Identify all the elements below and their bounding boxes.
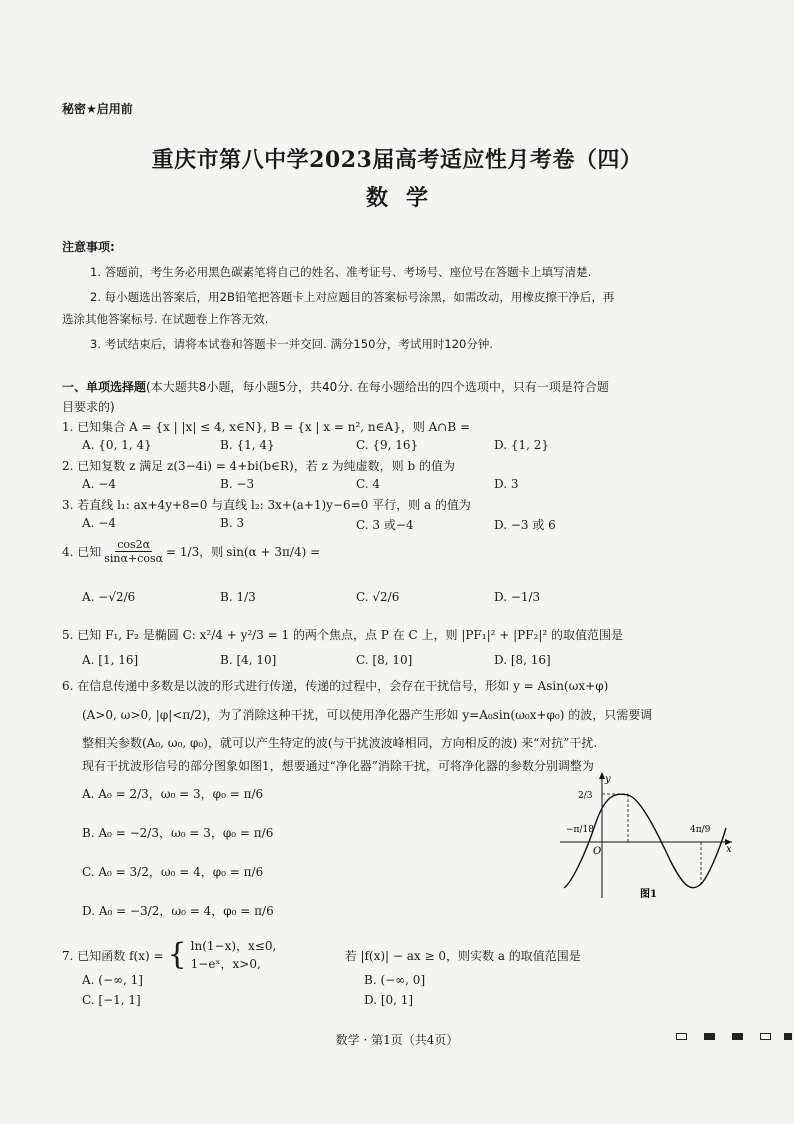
q7-piecewise [191,937,341,973]
q4-option-a[interactable]: A. −√2/6 [82,590,136,604]
notice-item-1: 1. 答题前，考生务必用黑色碳素笔将自己的姓名、准考证号、考场号、座位号在答题卡上填写清楚. [90,265,592,279]
q4-option-c[interactable]: C. √2/6 [356,590,400,604]
notice-item-2-cont: 选涂其他答案标号. 在试题卷上作答无效. [62,312,269,326]
q6-option-a[interactable]: A. A₀ = 2/3，ω₀ = 3，φ₀ = π/6 [82,787,264,801]
notice-heading: 注意事项: [62,240,115,254]
q3-option-a[interactable]: A. −4 [82,516,116,530]
section-desc-cont: 目要求的) [62,400,115,414]
q3-option-c[interactable]: C. 3 或−4 [356,518,414,532]
question-2-stem: 2. 已知复数 z 满足 z(3−4i) = 4+bi(b∈R)，若 z 为纯虚数，则 b 的值为 [62,459,455,473]
section-desc: (本大题共8小题，每小题5分，共40分. 在每小题给出的四个选项中，只有一项是符合题 [146,380,609,394]
q4-stem-pre: 4. 已知 [62,545,102,559]
question-7-stem [62,937,581,973]
q7-case-2: 1−eˣ，x>0, [190,957,261,971]
y-tick-label: 2/3 [578,791,593,801]
q2-option-c[interactable]: C. 4 [356,477,381,491]
question-6-line-4: 现有干扰波形信号的部分图象如图1，想要通过“净化器”消除干扰，可将净化器的参数分别调整为 [82,759,594,773]
q7-option-b[interactable]: B. (−∞, 0] [364,973,426,987]
scan-marker-4 [760,1033,771,1040]
q3-option-d[interactable]: D. −3 或 6 [494,518,556,532]
q4-stem-end: sin(α + 3π/4) = [226,544,321,559]
wave-curve [564,794,726,888]
q1-option-a[interactable]: A. {0, 1, 4} [82,438,152,452]
x-tick-left-label: −π/18 [566,825,594,835]
question-6-line-3: 整相关参数(A₀, ω₀, φ₀)，就可以产生特定的波(与干扰波波峰相同，方向相反的波) 来“对抗”干扰. [82,736,598,750]
q4-stem-mid: = 1/3，则 [166,545,224,559]
q6-option-c[interactable]: C. A₀ = 3/2，ω₀ = 4，φ₀ = π/6 [82,865,264,879]
brace-icon: { [167,937,187,972]
question-6-line-2: (A>0, ω>0, |φ|<π/2)，为了消除这种干扰，可以使用净化器产生形如 y=A₀sin(ω₀x+φ₀) 的波，只需要调 [82,708,653,722]
scan-marker-2 [704,1033,715,1040]
question-4-stem [62,538,320,565]
q2-option-a[interactable]: A. −4 [82,477,116,491]
exam-subject: 数学 [365,185,446,211]
q1-option-c[interactable]: C. {9, 16} [356,438,419,452]
q5-option-d[interactable]: D. [8, 16] [494,653,551,667]
q4-option-b[interactable]: B. 1/3 [220,590,256,604]
y-axis-label: y [605,774,611,785]
scan-marker-3 [732,1033,743,1040]
q7-stem-pre: 7. 已知函数 f(x) = [62,948,164,963]
question-1-stem: 1. 已知集合 A = {x | |x| ≤ 4, x∈N}, B = {x | x = n², n∈A}，则 A∩B = [62,420,471,434]
q7-case-1: ln(1−x)，x≤0, [190,939,277,953]
section-header [62,378,609,395]
notice-item-3: 3. 考试结束后，请将本试卷和答题卡一并交回. 满分150分，考试用时120分钟. [90,337,493,351]
origin-label: O [593,846,602,857]
figure-caption: 图1 [640,889,657,900]
q4-option-d[interactable]: D. −1/3 [494,590,541,604]
q7-stem-end: 若 |f(x)| − ax ≥ 0，则实数 a 的取值范围是 [344,948,581,963]
q5-option-a[interactable]: A. [1, 16] [82,653,139,667]
q1-option-b[interactable]: B. {1, 4} [220,438,275,452]
question-5-stem: 5. 已知 F₁, F₂ 是椭圆 C: x²/4 + y²/3 = 1 的两个焦点，点 P 在 C 上，则 |PF₁|² + |PF₂|² 的取值范围是 [62,628,624,642]
q4-denominator: sinα+cosα [104,552,164,565]
q7-option-d[interactable]: D. [0, 1] [364,993,414,1007]
x-tick-right-label: 4π/9 [690,825,711,835]
q7-option-c[interactable]: C. [−1, 1] [82,993,141,1007]
q1-option-d[interactable]: D. {1, 2} [494,438,549,452]
q6-option-d[interactable]: D. A₀ = −3/2，ω₀ = 4，φ₀ = π/6 [82,904,274,918]
scan-marker-1 [676,1033,687,1040]
q3-option-b[interactable]: B. 3 [220,516,245,530]
section-title: 一、单项选择题 [62,380,147,394]
confidential-label: 秘密★启用前 [62,102,133,116]
q6-option-b[interactable]: B. A₀ = −2/3，ω₀ = 3，φ₀ = π/6 [82,826,274,840]
q5-option-c[interactable]: C. [8, 10] [356,653,413,667]
page-footer: 数学 · 第1页（共4页） [335,1033,459,1047]
q4-numerator: cos2α [117,538,151,551]
q2-option-b[interactable]: B. −3 [220,477,255,491]
scan-marker-5 [784,1033,792,1040]
figure-1 [560,770,760,900]
q2-option-d[interactable]: D. 3 [494,477,519,491]
notice-item-2: 2. 每小题选出答案后，用2B铅笔把答题卡上对应题目的答案标号涂黑，如需改动，用橡皮擦干净后，再 [90,290,615,304]
question-3-stem: 3. 若直线 l₁: ax+4y+8=0 与直线 l₂: 3x+(a+1)y−6=0 平行，则 a 的值为 [62,498,471,512]
x-axis-label: x [726,844,732,855]
q5-option-b[interactable]: B. [4, 10] [220,653,277,667]
exam-title: 重庆市第八中学2023届高考适应性月考卷（四） [151,147,643,173]
q4-fraction [104,538,163,565]
question-6-line-1: 6. 在信息传递中多数是以波的形式进行传递，传递的过程中，会存在干扰信号，形如 y = Asin(ωx+φ) [62,679,609,693]
q7-option-a[interactable]: A. (−∞, 1] [82,973,143,987]
